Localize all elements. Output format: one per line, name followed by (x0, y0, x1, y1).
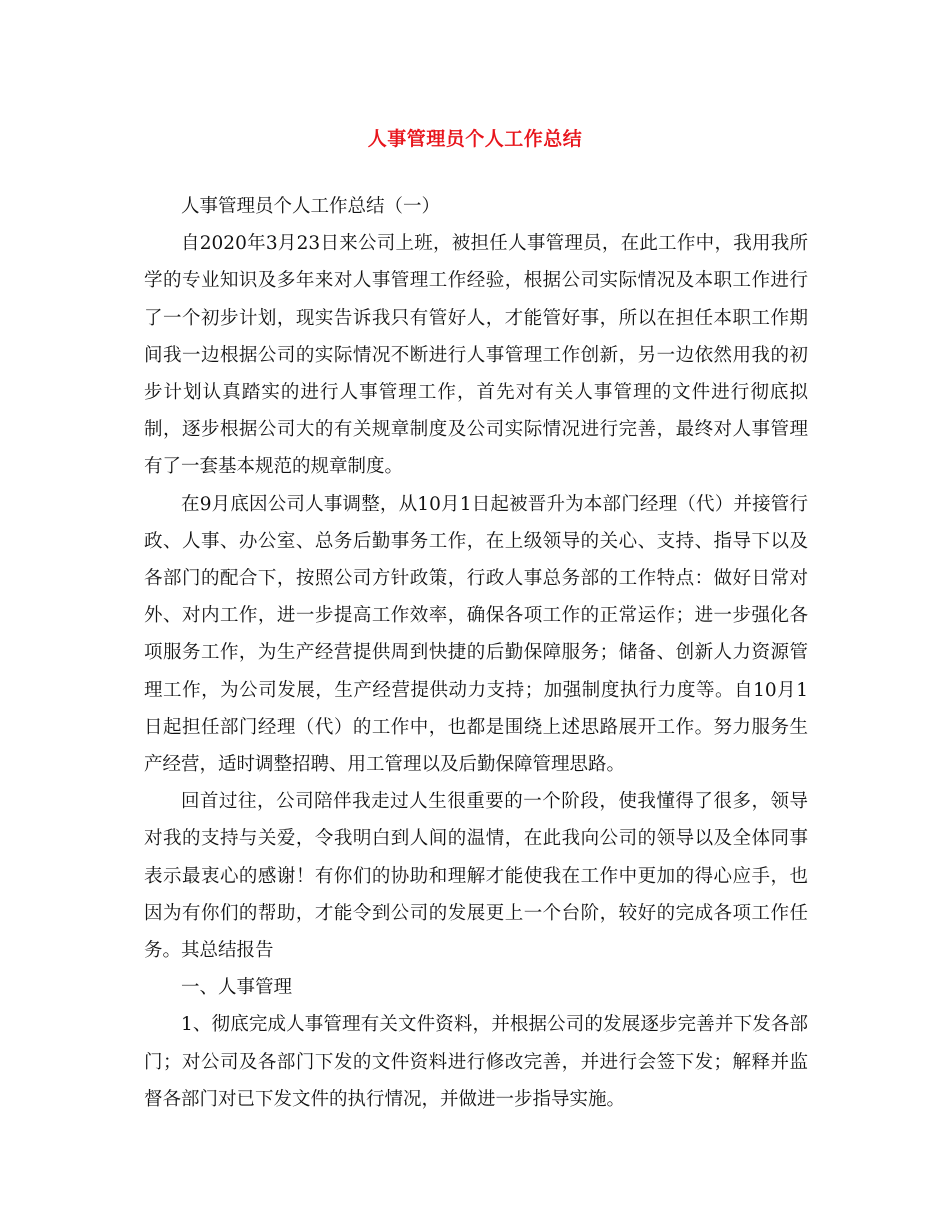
document-body (144, 188, 808, 1118)
section-heading-part-one: 人事管理员个人工作总结（一） (181, 196, 441, 217)
paragraph-item-1: 1、彻底完成人事管理有关文件资料，并根据公司的发展逐步完善并下发各部门；对公司及各部门下发的文件资料进行修改完善，并进行会签下发；解释并监督各部门对已下发文件的执行情况，并做进一步指导实施。 (144, 1014, 808, 1110)
paragraph-intro: 自2020年3月23日来公司上班，被担任人事管理员，在此工作中，我用我所学的专业知识及多年来对人事管理工作经验，根据公司实际情况及本职工作进行了一个初步计划，现实告诉我只有管好人，才能管好事，所以在担任本职工作期间我一边根据公司的实际情况不断进行人事管理工作创新，另一边依然用我的初步计划认真踏实的进行人事管理工作，首先对有关人事管理的文件进行彻底拟制，逐步根据公司大的有关规章制度及公司实际情况进行完善，最终对人事管理有了一套基本规范的规章制度。 (144, 233, 808, 478)
section-heading-personnel: 一、人事管理 (181, 977, 293, 999)
document-title: 人事管理员个人工作总结 (367, 128, 583, 150)
paragraph-promotion: 在9月底因公司人事调整，从10月1日起被晋升为本部门经理（代）并接管行政、人事、办公室、总务后勤事务工作，在上级领导的关心、支持、指导下以及各部门的配合下，按照公司方针政策，行政人事总务部的工作特点：做好日常对外、对内工作，进一步提高工作效率，确保各项工作的正常运作；进一步强化各项服务工作，为生产经营提供周到快捷的后勤保障服务；储备、创新人力资源管理工作，为公司发展，生产经营提供动力支持；加强制度执行力度等。自10月1日起担任部门经理（代）的工作中，也都是围绕上述思路展开工作。努力服务生产经营，适时调整招聘、用工管理以及后勤保障管理思路。 (144, 493, 808, 776)
paragraph-gratitude: 回首过往，公司陪伴我走过人生很重要的一个阶段，使我懂得了很多，领导对我的支持与关爱，令我明白到人间的温情，在此我向公司的领导以及全体同事表示最衷心的感谢！有你们的协助和理解才能使我在工作中更加的得心应手，也因为有你们的帮助，才能令到公司的发展更上一个台阶，较好的完成各项工作任务。其总结报告 (144, 791, 808, 962)
